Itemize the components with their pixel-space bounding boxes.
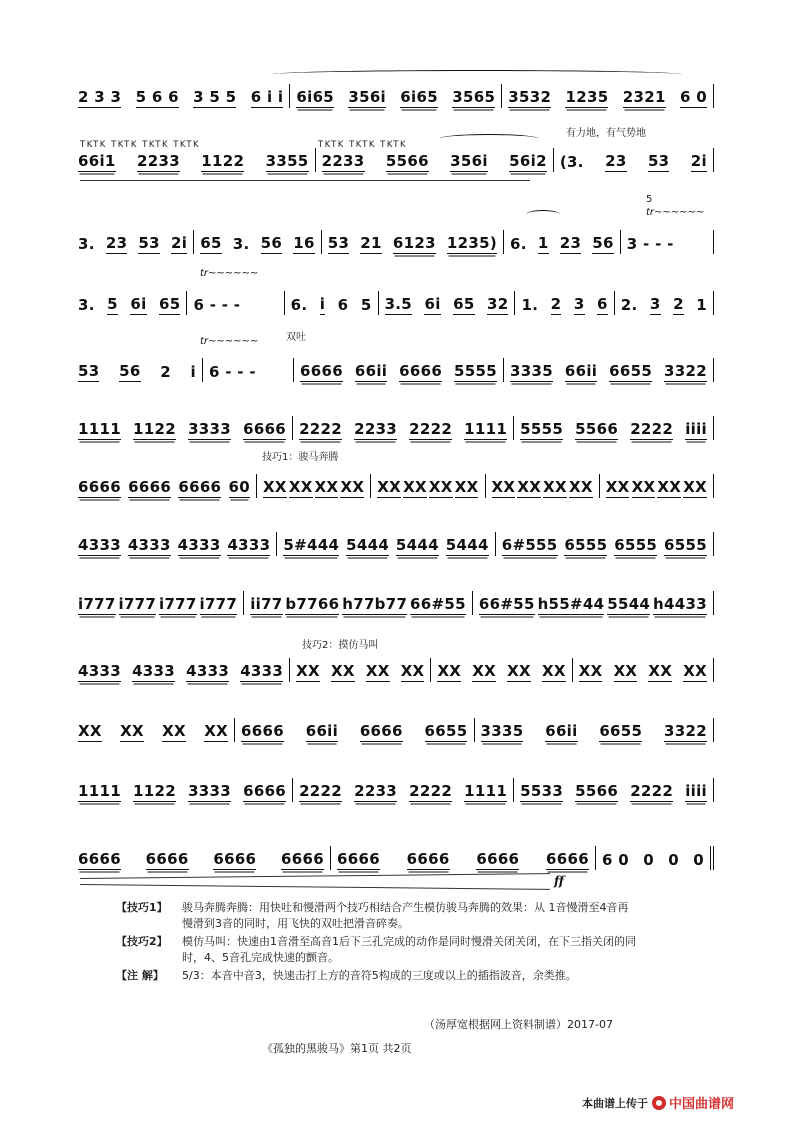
measure [614,291,714,315]
beat: 66i1 [78,152,116,170]
beat: 4333 [240,662,284,680]
beat: XX [648,662,673,680]
beat: 1111 [78,420,121,438]
beat: 56 [592,234,614,252]
measure [78,358,202,382]
measure [78,718,234,742]
beat: 4333 [186,662,230,680]
beat: i777 [159,595,197,613]
beat: 2222 [409,782,453,800]
note-text: 5/3：本音中音3，快速击打上方的音符5构成的三度或以上的插指波音，余类推。 [182,969,577,982]
beat: 4333 [177,536,221,554]
beat: i777 [78,595,116,613]
beat: XX [437,662,462,680]
beat: 2222 [299,420,343,438]
beat: XX [296,662,320,680]
beat: 53 [327,234,350,252]
measure [514,291,613,315]
beat: 6666 [243,782,287,800]
beat: XX [331,662,355,680]
beat: iiii [685,420,707,438]
beat: 56i2 [509,152,547,170]
score-row-2 [78,150,714,172]
measure [289,84,501,108]
note-key: 【技巧2】 [116,935,168,948]
beat: 3 [649,295,661,313]
beat: 2222 [299,782,343,800]
beat: XX [491,478,516,496]
beat: 3. [232,235,250,253]
beat: i [190,363,196,381]
measure [78,658,289,682]
measure [572,658,714,682]
note-annotation [116,968,636,984]
beat: 6555 [664,536,707,554]
beat: 1122 [133,420,176,438]
beat: XX [204,722,228,740]
note-key: 【技巧1】 [116,901,168,914]
beat: 65 [453,295,475,313]
beat: 6666 [546,850,589,868]
beat: XX [314,478,339,496]
beat: 65 [158,295,181,313]
beat: 6#555 [501,536,558,554]
tongue-marks: TKTK TKTK TKTK TKTK [80,140,201,150]
beat: 53 [78,362,100,380]
beat: 56 [119,362,141,380]
measure [553,148,714,172]
measure [513,778,714,802]
measure [599,474,714,498]
measure [503,230,620,254]
beat: 3355 [265,152,309,170]
measure [78,591,243,615]
beat: XX [541,662,566,680]
measure [284,291,378,315]
beat: 2233 [354,782,398,800]
measure [513,416,714,440]
score-row-7 [78,476,714,498]
beat: 65 [200,234,222,252]
measure [78,148,315,172]
beat: 3335 [510,362,553,380]
beat: i [319,295,326,313]
beat: 6. [290,296,308,314]
trill-count: 5 [646,194,653,205]
beat: 2233 [137,152,180,170]
beat: 6655 [609,362,653,380]
hairpin [80,180,530,181]
logo-text: 中国曲谱网 [669,1097,735,1112]
beat: 3. [78,296,95,314]
measure [276,532,494,556]
beat: XX [568,478,593,496]
measure [78,532,276,556]
beat: 6666 [359,722,403,740]
beat: 16 [293,234,315,252]
beat: 53 [138,234,160,252]
beat: 1111 [464,420,508,438]
measure [292,778,513,802]
beat: 6555 [564,536,608,554]
beat: 6666 [281,850,324,868]
beat: 1111 [78,782,121,800]
measure [315,148,553,172]
beat: XX [403,478,427,496]
measure [78,84,289,108]
beat: 2321 [622,88,666,106]
score-row-10 [78,660,714,682]
beat: 1122 [133,782,176,800]
trill-mark: tr~~~~~~ [200,268,259,279]
beat: XX [288,478,313,496]
beat: 66#55 [478,595,535,613]
measure [620,230,714,254]
double-tongue-label: 双吐 [286,332,306,343]
beat: 5444 [346,536,390,554]
beat: 3532 [508,88,552,106]
beat: XX [613,662,638,680]
score-row-9 [78,593,714,615]
measure [78,846,330,870]
beat: h55#44 [537,595,605,613]
beat: XX [631,478,656,496]
beat: 356i [348,88,386,106]
upload-notice [582,1093,734,1112]
crescendo-hairpin [80,873,550,879]
beat: 60 [228,478,250,496]
beat: 5566 [575,420,619,438]
beat: 6666 [145,850,189,868]
beat: 21 [360,234,382,252]
beat: XX [340,478,365,496]
beat: 356i [450,152,488,170]
beat: XX [120,722,144,740]
beat: 5#444 [283,536,340,554]
beat: 2233 [354,420,398,438]
measure [485,474,599,498]
beat: 4333 [127,536,171,554]
beat: 1111 [464,782,508,800]
beat: 6 - - - [193,296,241,314]
beat: 6666 [243,420,287,438]
measure [202,358,293,382]
beat: 2 3 3 [78,88,122,106]
tongue-marks: TKTK TKTK TKTK [318,140,408,150]
beat: h77b77 [342,595,408,613]
beat: 6. [510,235,527,253]
beat: 6 [337,296,349,314]
beat: 6666 [78,850,121,868]
beat: XX [400,662,425,680]
beat: XX [578,662,603,680]
beat: 0 [693,851,704,869]
measure [503,358,714,382]
beat: 1235 [565,88,609,106]
beat: XX [543,478,567,496]
beat: 4333 [78,662,121,680]
beat: 5533 [520,782,564,800]
beat: iiii [685,782,707,800]
beat: XX [454,478,479,496]
beat: 0 [643,851,654,869]
final-measure [595,846,714,870]
beat: 2 [160,363,171,381]
note-text: 模仿马叫：快速由1音滑至高音1后下三孔完成的动作是同时慢滑关闭关闭，在下三指关闭的同时，4、5音孔完成快速的颤音。 [182,935,636,964]
beat: XX [605,478,630,496]
beat: 5544 [607,595,651,613]
beat: 23 [605,152,627,170]
expression-mark: 有力地，有气势地 [566,128,646,139]
beat: 4333 [132,662,176,680]
beat: 6655 [599,722,643,740]
beat: 3335 [480,722,524,740]
beat: 6i [424,295,441,313]
score-row-4 [78,293,714,315]
beat: 56 [260,234,283,252]
beat: XX [657,478,682,496]
slur [526,210,560,219]
beat: 5444 [445,536,489,554]
beat: 2 [550,295,562,313]
upload-label: 本曲谱上传于 [582,1096,648,1110]
beat: 6666 [337,850,380,868]
beat: XX [507,662,531,680]
beat: 6666 [213,850,257,868]
beat: XX [683,478,707,496]
beat: 6666 [476,850,520,868]
beat: 2i [690,152,707,170]
beat: 3322 [664,722,707,740]
beat: 6 - - - [209,363,256,381]
beat: 6i [130,295,147,313]
beat: 6666 [241,722,284,740]
beat: 2. [620,296,638,314]
measure [78,416,292,440]
beat: XX [377,478,401,496]
beat: 1235) [446,234,498,252]
note-text: 骏马奔腾奔腾：用快吐和慢滑两个技巧相结合产生模仿骏马奔腾的效果：从 1音慢滑至4音再慢滑到3音的同时，用飞快的双吐把滑音碎奏。 [182,901,629,930]
beat: 6555 [614,536,658,554]
beat: 3. [78,235,95,253]
beat: 6666 [399,362,443,380]
beat: XX [78,722,102,740]
site-logo[interactable] [652,1093,734,1112]
beat: 5 6 6 [135,88,179,106]
beat: 3322 [664,362,707,380]
beat: XX [162,722,186,740]
beat: 5566 [575,782,619,800]
beat: XX [263,478,287,496]
beat: XX [472,662,497,680]
beat: 66ii [564,362,598,380]
beat: 66ii [305,722,339,740]
beat: b7766 [285,595,340,613]
score-row-5 [78,360,714,382]
beat: 23 [559,234,582,252]
measure [256,474,370,498]
beat: 2222 [630,420,674,438]
beat: 2233 [321,152,365,170]
beat: 1 [696,296,707,314]
beat: 5566 [385,152,429,170]
note-skill-1 [116,900,636,932]
beat: 4333 [78,536,121,554]
score-row-6 [78,418,714,440]
beat: 66#55 [410,595,466,613]
measure [292,416,513,440]
beat: 2i [171,234,188,252]
beat: 3565 [452,88,496,106]
measure [501,84,714,108]
score-row-3 [78,232,714,254]
beat: 6666 [178,478,222,496]
beat: 2222 [409,420,453,438]
beat: i777 [118,595,157,613]
beat: 6 0 [679,88,707,106]
dynamic-ff: ff [554,874,564,888]
beat: 5444 [395,536,439,554]
slur [440,134,538,143]
measure [474,718,715,742]
measure [430,658,571,682]
beat: 66ii [354,362,388,380]
beat: 3 - - - [626,235,674,253]
measure [293,358,503,382]
score-row-11 [78,720,714,742]
beat: ii77 [250,595,283,613]
performance-notes [116,900,636,986]
measure [243,591,472,615]
trill-mark: tr~~~~~~ [646,207,705,218]
measure [289,658,430,682]
measure [234,718,474,742]
beat: XX [428,478,453,496]
beat: 6666 [78,478,121,496]
beat: 3.5 [384,295,413,313]
beat: 3333 [188,782,232,800]
beat: 4333 [227,536,271,554]
beat: h4433 [653,595,707,613]
beat: 53 [647,152,670,170]
beat: 6i65 [400,88,438,106]
beat: 32 [486,295,509,313]
beat: 5 [107,295,118,313]
crescendo-hairpin [80,884,550,890]
trill-mark: tr~~~~~~ [200,336,259,347]
page-footer: 《孤独的黑骏马》第1页 共2页 [262,1042,412,1055]
note-key: 【注 解】 [116,969,164,982]
beat: 1122 [201,152,245,170]
beat: 6 0 [602,851,629,869]
score-row-13 [78,848,714,870]
beat: 1 [537,234,549,252]
measure [472,591,714,615]
beat: 6666 [300,362,343,380]
measure [378,291,515,315]
score-row-1 [78,86,714,108]
beat: 1. [521,296,539,314]
beat: 6666 [406,850,450,868]
beat: XX [365,662,390,680]
slur [272,70,682,79]
skill-2-label: 技巧2：摸仿马叫 [302,640,379,651]
beat: 6666 [128,478,172,496]
beat: (3. [559,153,584,171]
measure [495,532,714,556]
logo-icon [652,1096,666,1110]
beat: XX [517,478,542,496]
measure [193,230,321,254]
beat: 6 [596,295,608,313]
beat: 3 [573,295,585,313]
score-row-12 [78,780,714,802]
beat: 6i65 [296,88,335,106]
beat: 5555 [520,420,564,438]
note-skill-2 [116,934,636,966]
beat: 5555 [454,362,497,380]
measure [78,778,292,802]
beat: 3333 [188,420,232,438]
score-row-8 [78,534,714,556]
measure [78,291,186,315]
arranger-credit: （汤厚宽根据网上资料制谱）2017-07 [424,1018,613,1031]
measure [78,230,193,254]
measure [186,291,283,315]
beat: 6123 [392,234,436,252]
beat: 6 i i [250,88,284,106]
beat: i777 [199,595,238,613]
measure [321,230,503,254]
beat: 2 [673,295,684,313]
skill-1-label: 技巧1：骏马奔腾 [262,452,339,463]
measure [330,846,595,870]
measure [78,474,256,498]
beat: 3 5 5 [193,88,237,106]
beat: 5 [360,296,372,314]
beat: XX [683,662,707,680]
beat: 0 [668,851,679,869]
beat: 6655 [424,722,468,740]
beat: 66ii [545,722,578,740]
measure [370,474,484,498]
beat: 23 [105,234,128,252]
beat: 2222 [630,782,674,800]
